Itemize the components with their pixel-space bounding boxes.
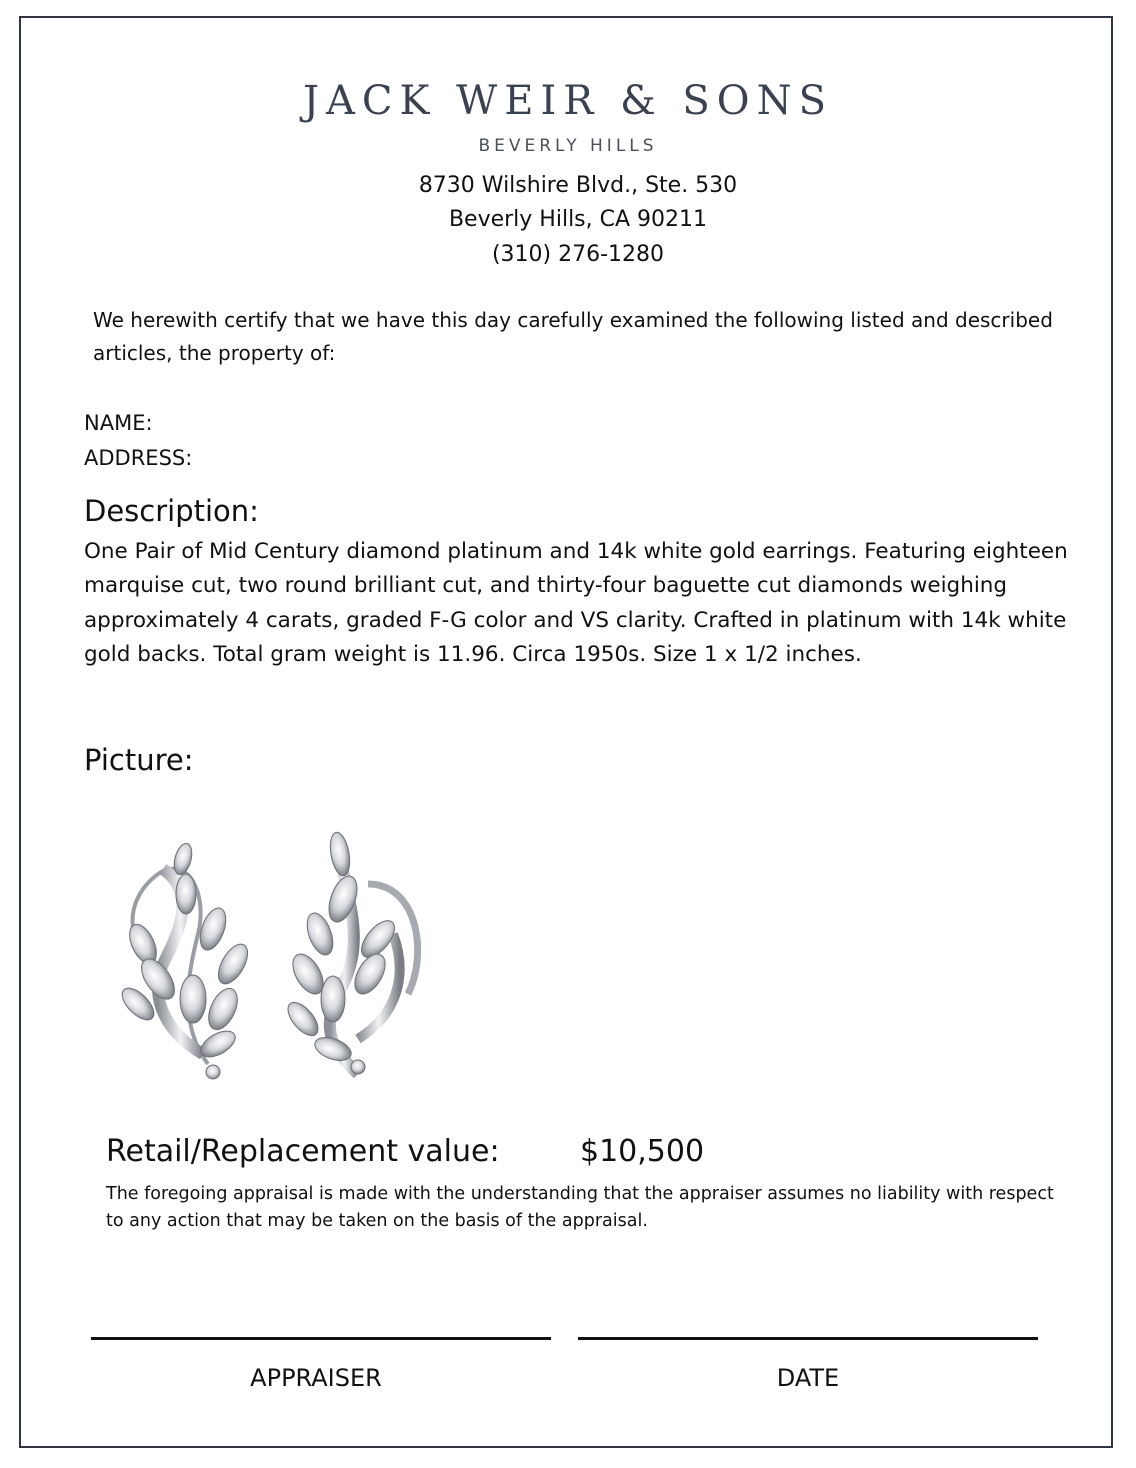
- address-line-2: Beverly Hills, CA 90211: [448, 207, 708, 232]
- left-earring: [117, 841, 254, 1079]
- date-label: DATE: [776, 1364, 840, 1392]
- date-signature-line: [578, 1337, 1038, 1340]
- right-earring: [282, 831, 417, 1074]
- phone-number: (310) 276-1280: [491, 242, 665, 267]
- address-label: ADDRESS:: [84, 446, 193, 470]
- appraisal-disclaimer: The foregoing appraisal is made with the understanding that the appraiser assumes no liability with respect to any action that may be taken on the basis of the appraisal.: [106, 1184, 1054, 1231]
- description-heading: Description:: [84, 494, 259, 528]
- address-line-1: 8730 Wilshire Blvd., Ste. 530: [418, 173, 738, 198]
- appraiser-signature-line: [91, 1337, 551, 1340]
- name-label: NAME:: [84, 411, 153, 435]
- company-logo-location: BEVERLY HILLS: [478, 136, 658, 156]
- replacement-value-label: Retail/Replacement value:: [106, 1134, 500, 1169]
- appraiser-label: APPRAISER: [250, 1364, 382, 1392]
- replacement-value-amount: $10,500: [580, 1134, 705, 1169]
- company-logo-name: JACK WEIR & SONS: [303, 78, 833, 124]
- description-body: One Pair of Mid Century diamond platinum and 14k white gold earrings. Featuring eighteen marquise cut, two round brilliant cut, and thirty-four baguette cut diamonds weighing approximately 4 carats, graded F-G color and VS clarity. Crafted in platinum with 14k white gold backs. Total gram weight is 11.96. Circa 1950s. Size 1 x 1/2 inches.: [84, 539, 1068, 668]
- earrings-photo: [108, 824, 438, 1094]
- picture-heading: Picture:: [84, 743, 194, 777]
- certification-text: We herewith certify that we have this day carefully examined the following listed and described articles, the property of:: [93, 308, 1053, 365]
